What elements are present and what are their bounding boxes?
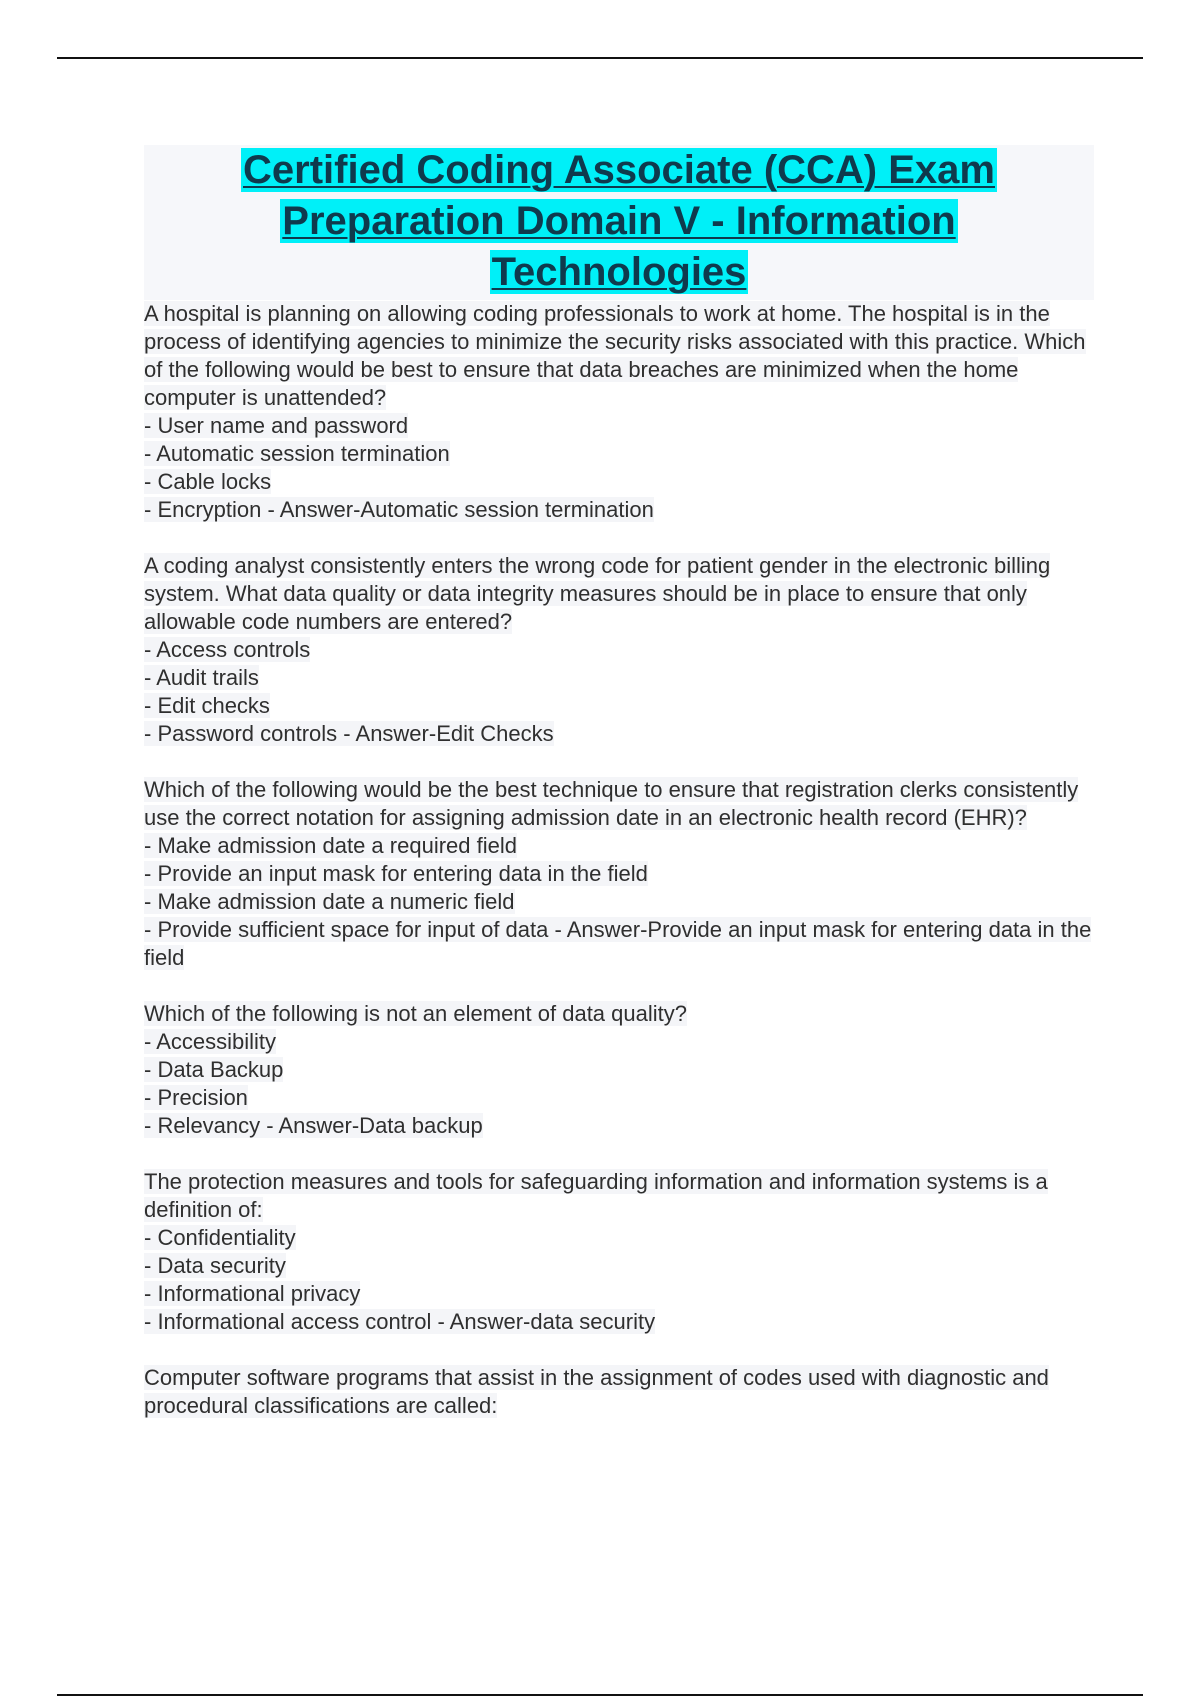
option-item: - Make admission date a required field — [144, 833, 517, 858]
option-list — [144, 1028, 1094, 1140]
document-title — [144, 145, 1094, 298]
option-item: - Data Backup — [144, 1057, 284, 1082]
title-block — [144, 145, 1094, 300]
question-text: A hospital is planning on allowing coding professionals to work at home. The hospital is in the process of identifying agencies to minimize the security risks associated with this practice. Which of the following would be best to ensure that data breaches are minimized when the home computer is unattended? — [144, 301, 1086, 410]
question-block-5 — [144, 1168, 1094, 1336]
question-text: Which of the following would be the best technique to ensure that registration clerks consistently use the correct notation for assigning admission date in an electronic health record (EHR)? — [144, 777, 1079, 830]
option-item: - Edit checks — [144, 693, 270, 718]
option-item: - Make admission date a numeric field — [144, 889, 515, 914]
option-item-with-answer: - Relevancy - Answer-Data backup — [144, 1113, 483, 1138]
title-line-2: Preparation Domain V - Information — [282, 199, 956, 243]
option-item: - Informational privacy — [144, 1281, 361, 1306]
option-item-with-answer: - Encryption - Answer-Automatic session termination — [144, 497, 654, 522]
title-line-3: Technologies — [491, 250, 747, 294]
option-list — [144, 832, 1094, 972]
question-text: A coding analyst consistently enters the wrong code for patient gender in the electronic billing system. What data quality or data integrity measures should be in place to ensure that only allowable code numbers are entered? — [144, 553, 1051, 634]
option-item: - Audit trails — [144, 665, 259, 690]
question-text: The protection measures and tools for safeguarding information and information systems is a definition of: — [144, 1169, 1048, 1222]
option-item: - Access controls — [144, 637, 311, 662]
header-rule — [57, 57, 1143, 59]
question-block-2 — [144, 552, 1094, 748]
option-item: - Confidentiality — [144, 1225, 296, 1250]
footer-rule — [57, 1694, 1143, 1696]
option-item: - Automatic session termination — [144, 441, 450, 466]
option-list — [144, 412, 1094, 524]
option-list — [144, 1224, 1094, 1336]
option-item: - Accessibility — [144, 1029, 277, 1054]
question-block-6 — [144, 1364, 1094, 1420]
option-item-with-answer: - Informational access control - Answer-data security — [144, 1309, 656, 1334]
option-item: - Provide an input mask for entering data in the field — [144, 861, 648, 886]
question-text: Computer software programs that assist in the assignment of codes used with diagnostic and procedural classifications are called: — [144, 1365, 1049, 1418]
option-list — [144, 636, 1094, 748]
question-block-3 — [144, 776, 1094, 972]
document-body — [144, 145, 1094, 1448]
question-block-4 — [144, 1000, 1094, 1140]
question-block-1 — [144, 300, 1094, 524]
option-item: - Data security — [144, 1253, 286, 1278]
title-line-1: Certified Coding Associate (CCA) Exam — [243, 148, 995, 192]
question-text: Which of the following is not an element of data quality? — [144, 1001, 687, 1026]
option-item: - User name and password — [144, 413, 409, 438]
option-item-with-answer: - Provide sufficient space for input of data - Answer-Provide an input mask for entering data in the field — [144, 917, 1092, 970]
option-item: - Precision — [144, 1085, 248, 1110]
option-item-with-answer: - Password controls - Answer-Edit Checks — [144, 721, 554, 746]
option-item: - Cable locks — [144, 469, 272, 494]
